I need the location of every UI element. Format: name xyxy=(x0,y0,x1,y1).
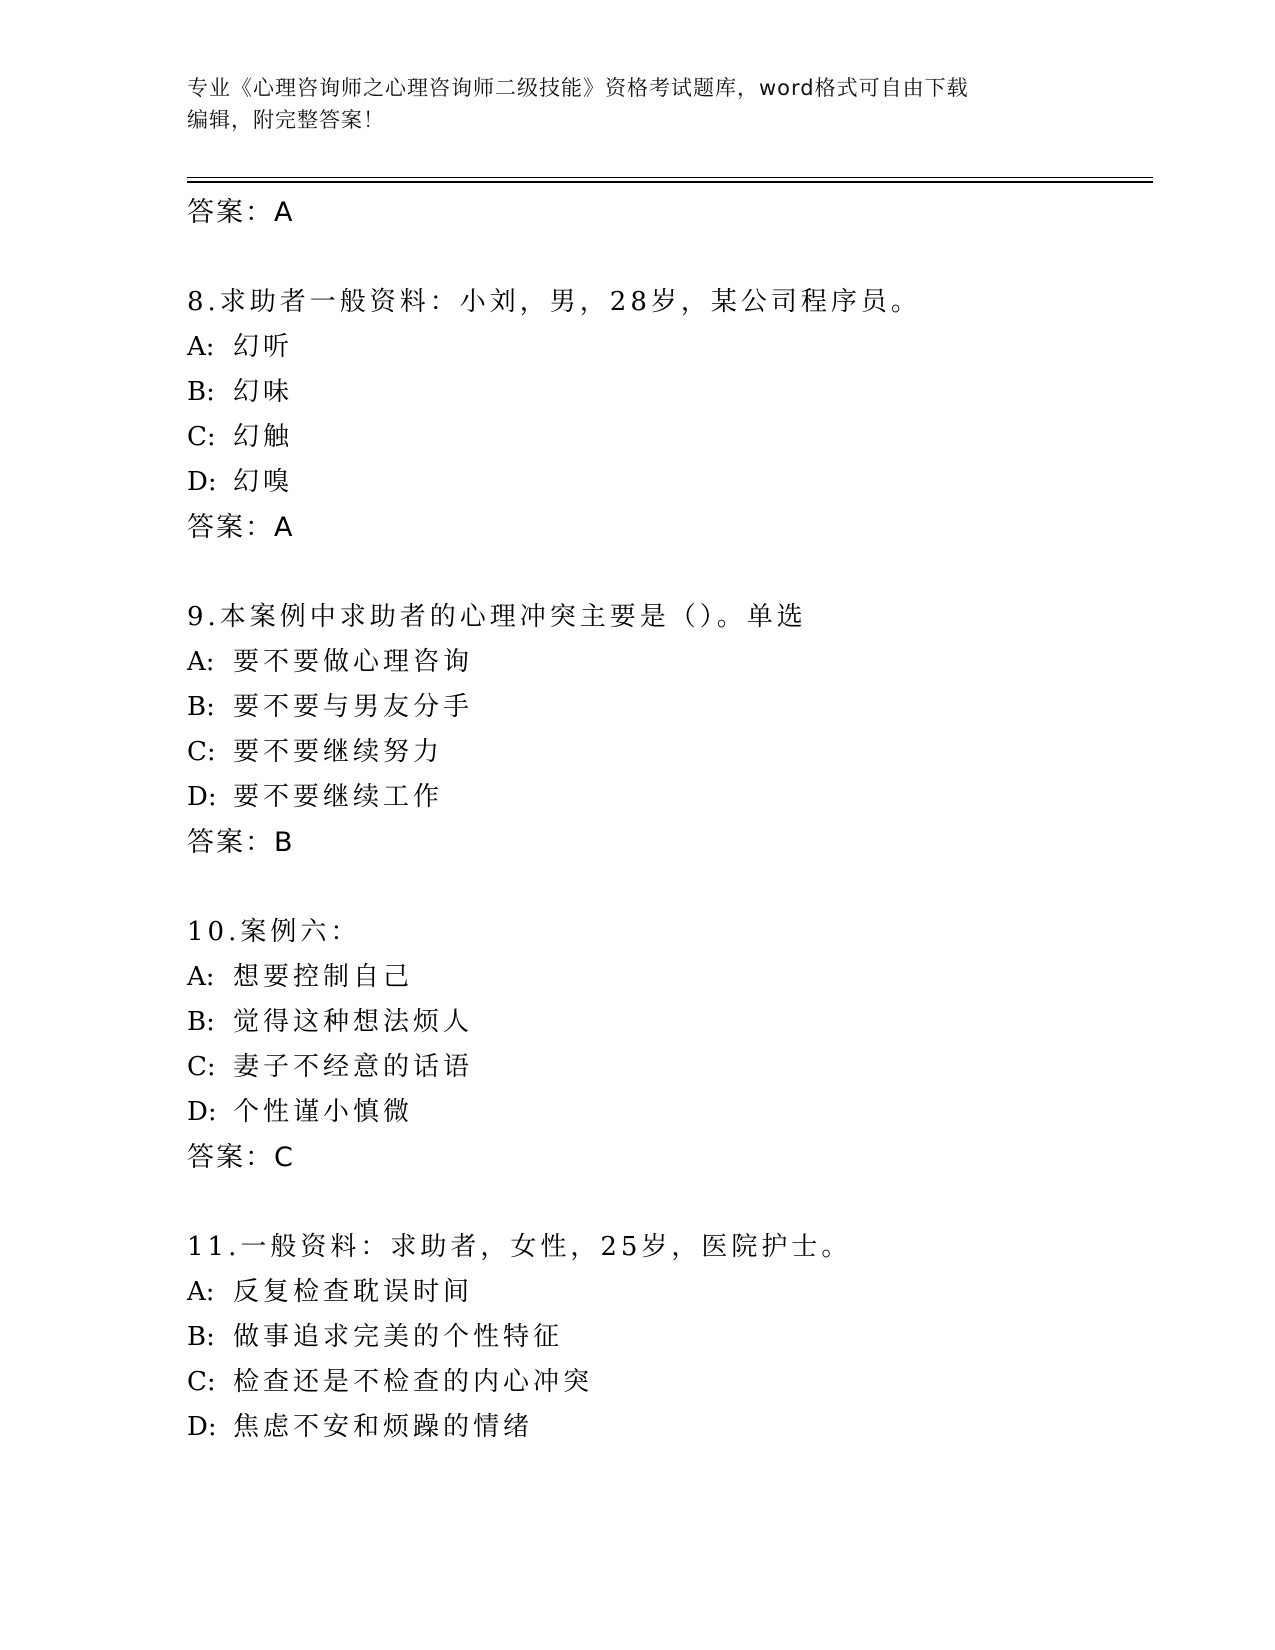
option-text: 妻子不经意的话语 xyxy=(233,1052,474,1082)
previous-answer: 答案：A xyxy=(187,197,295,228)
option-a xyxy=(187,955,1167,1000)
option-letter: D: xyxy=(187,467,217,497)
option-text: 觉得这种想法烦人 xyxy=(233,1007,474,1037)
option-text: 幻触 xyxy=(233,422,294,452)
option-text: 要不要继续工作 xyxy=(233,782,444,812)
option-c xyxy=(187,1360,1167,1405)
answer-text: 答案：C xyxy=(187,1142,295,1173)
option-a xyxy=(187,1270,1167,1315)
option-text: 焦虑不安和烦躁的情绪 xyxy=(233,1412,534,1442)
option-text: 检查还是不检查的内心冲突 xyxy=(233,1367,594,1397)
question-item xyxy=(187,910,1167,1180)
option-letter: A: xyxy=(187,1277,215,1307)
option-letter: B: xyxy=(187,1322,215,1352)
option-text: 要不要继续努力 xyxy=(233,737,444,767)
header-line-2: 编辑，附完整答案！ xyxy=(187,108,385,132)
option-b xyxy=(187,1000,1167,1045)
question-item xyxy=(187,280,1167,550)
question-item xyxy=(187,595,1167,865)
option-text: 反复检查耽误时间 xyxy=(233,1277,474,1307)
option-d xyxy=(187,460,1167,505)
option-text: 做事追求完美的个性特征 xyxy=(233,1322,564,1352)
option-letter: D: xyxy=(187,782,217,812)
answer-text: 答案：B xyxy=(187,827,295,858)
option-text: 想要控制自己 xyxy=(233,962,414,992)
option-c xyxy=(187,415,1167,460)
option-letter: A: xyxy=(187,332,215,362)
option-a xyxy=(187,325,1167,370)
question-item xyxy=(187,1225,1167,1450)
option-letter: D: xyxy=(187,1097,217,1127)
option-letter: A: xyxy=(187,647,215,677)
question-text: 9.本案例中求助者的心理冲突主要是（）。单选 xyxy=(187,602,807,632)
question-text: 11.一般资料：求助者，女性，25岁，医院护士。 xyxy=(187,1232,852,1262)
answer-text: 答案：A xyxy=(187,512,295,543)
question-text: 8.求助者一般资料：小刘，男，28岁，某公司程序员。 xyxy=(187,287,921,317)
option-letter: B: xyxy=(187,692,215,722)
option-letter: C: xyxy=(187,422,216,452)
option-b xyxy=(187,685,1167,730)
option-text: 幻听 xyxy=(233,332,294,362)
option-d xyxy=(187,1405,1167,1450)
header-line-1: 专业《心理咨询师之心理咨询师二级技能》资格考试题库，word格式可自由下载 xyxy=(187,76,969,100)
option-letter: A: xyxy=(187,962,215,992)
option-letter: C: xyxy=(187,737,216,767)
option-c xyxy=(187,730,1167,775)
option-letter: B: xyxy=(187,1007,215,1037)
option-letter: C: xyxy=(187,1367,216,1397)
header-rule-thin xyxy=(187,177,1153,178)
option-text: 要不要做心理咨询 xyxy=(233,647,474,677)
option-a xyxy=(187,640,1167,685)
question-text: 10.案例六： xyxy=(187,917,361,947)
question-list xyxy=(187,190,1167,1450)
option-c xyxy=(187,1045,1167,1090)
option-b xyxy=(187,370,1167,415)
option-letter: B: xyxy=(187,377,215,407)
page-header xyxy=(187,72,1087,136)
option-b xyxy=(187,1315,1167,1360)
header-rule-thick xyxy=(187,181,1153,183)
option-text: 个性谨小慎微 xyxy=(233,1097,414,1127)
option-text: 要不要与男友分手 xyxy=(233,692,474,722)
option-text: 幻味 xyxy=(233,377,294,407)
option-text: 幻嗅 xyxy=(233,467,294,497)
option-d xyxy=(187,775,1167,820)
option-d xyxy=(187,1090,1167,1135)
option-letter: C: xyxy=(187,1052,216,1082)
option-letter: D: xyxy=(187,1412,217,1442)
